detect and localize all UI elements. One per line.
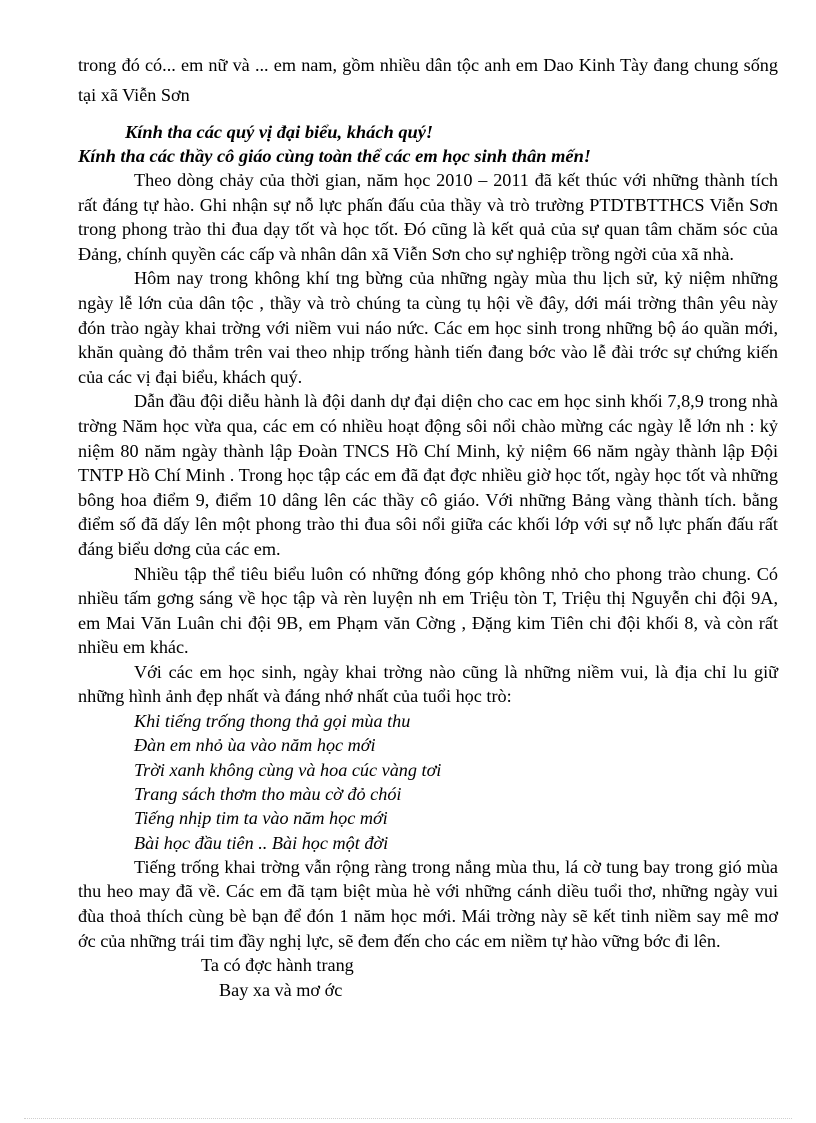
poem-line: Bài học đầu tiên .. Bài học một đời [134, 832, 389, 853]
poem-line: Đàn em nhỏ ùa vào năm học mới [134, 735, 376, 756]
salutation-guests: Kính tha các quý vị đại biểu, khách quý! [125, 122, 434, 142]
closing-line: Ta có đợc hành trang [201, 955, 354, 976]
paragraph-drum-sound: Tiếng trống khai trờng vẫn rộng ràng trong nắng mùa thu, lá cờ tung bay trong gió mùa thu heo may đã về. Các em đã tạm biệt mùa hè với những cánh diều tuổi thơ, những ngày vui đùa thoả thích cùng bè bạn để đón 1 năm học mới. Mái trờng này sẽ kết tinh niềm say mê mơ ớc của những trái tim đầy nghị lực, sẽ đem đến cho các em niềm tự hào vững bớc đi lên. [78, 856, 778, 951]
paragraph-school-year: Theo dòng chảy của thời gian, năm học 2010 – 2011 đã kết thúc với những thành tích rất đáng tự hào. Ghi nhận sự nỗ lực phấn đấu của thầy và trò trường PTDTBTTHCS Viễn Sơn trong phong trào thi đua dạy tốt và học tốt. Đó cũng là kết quả của sự quan tâm chăm sóc của Đảng, chính quyền các cấp và nhân dân xã Viễn Sơn cho sự nghiệp trồng ngời của xã nhà. [78, 170, 778, 264]
document-page [78, 50, 778, 1002]
paragraph-autumn-ceremony: Hôm nay trong không khí tng bừng của những ngày mùa thu lịch sử, kỷ niệm những ngày lễ lớn của dân tộc , thầy và trò chúng ta cùng tụ hội về đây, dới mái trờng thân yêu này đón trào ngày khai trờng với niềm vui náo nức. Các em học sinh trong những bộ áo quần mới, khăn quàng đỏ thắm trên vai theo nhịp trống hành tiến đang bớc vào lễ đài trớc sự chứng kiến của các vị đại biểu, khách quý. [78, 268, 778, 387]
paragraph-school-opening: Với các em học sinh, ngày khai trờng nào cũng là những niềm vui, là địa chỉ lu giữ những hình ảnh đẹp nhất và đáng nhớ nhất của tuổi học trò: [78, 661, 778, 707]
salutation-teachers-students: Kính tha các thầy cô giáo cùng toàn thể các em học sinh thân mến! [78, 146, 591, 166]
poem-line: Tiếng nhịp tim ta vào năm học mới [134, 808, 388, 829]
closing-line: Bay xa và mơ ớc [219, 979, 343, 1000]
paragraph-parade: Dẫn đầu đội diễu hành là đội danh dự đại diện cho cac em học sinh khối 7,8,9 trong nhà trờng Năm học vừa qua, các em có nhiều hoạt động sôi nổi chào mừng các ngày lễ lớn nh : kỷ niệm 80 năm ngày thành lập Đoàn TNCS Hồ Chí Minh, kỷ niệm 66 năm ngày thành lập Đội TNTP Hồ Chí Minh . Trong học tập các em đã đạt đợc nhiều giờ học tốt, ngày học tốt và những bông hoa điểm 9, điểm 10 dâng lên các thầy cô giáo. Với những Bảng vàng thành tích. bằng điểm số đã dấy lên một phong trào thi đua sôi nổi giữa các khối lớp với sự nỗ lực phấn đấu rất đáng biểu dơng của các em. [78, 391, 778, 559]
intro-text: trong đó có... em nữ và ... em nam, gồm nhiều dân tộc anh em Dao Kinh Tày đang chung sống tại xã Viễn Sơn [78, 55, 778, 105]
poem-line: Trời xanh không cùng và hoa cúc vàng tơi [134, 759, 442, 780]
poem-line: Khi tiếng trống thong thả gọi mùa thu [134, 711, 411, 732]
paragraph-exemplary-students: Nhiều tập thể tiêu biểu luôn có những đóng góp không nhỏ cho phong trào chung. Có nhiều tấm gơng sáng về học tập và rèn luyện nh em Triệu tòn T, Triệu thị Nguyễn chi đội 9A, em Mai Văn Luân chi đội 9B, em Phạm văn Cờng , Đặng kim Tiên chi đội khối 8, và còn rất nhiều em khác. [78, 563, 778, 658]
poem-line: Trang sách thơm tho màu cờ đỏ chói [134, 783, 402, 804]
page-bottom-divider [24, 1118, 792, 1119]
